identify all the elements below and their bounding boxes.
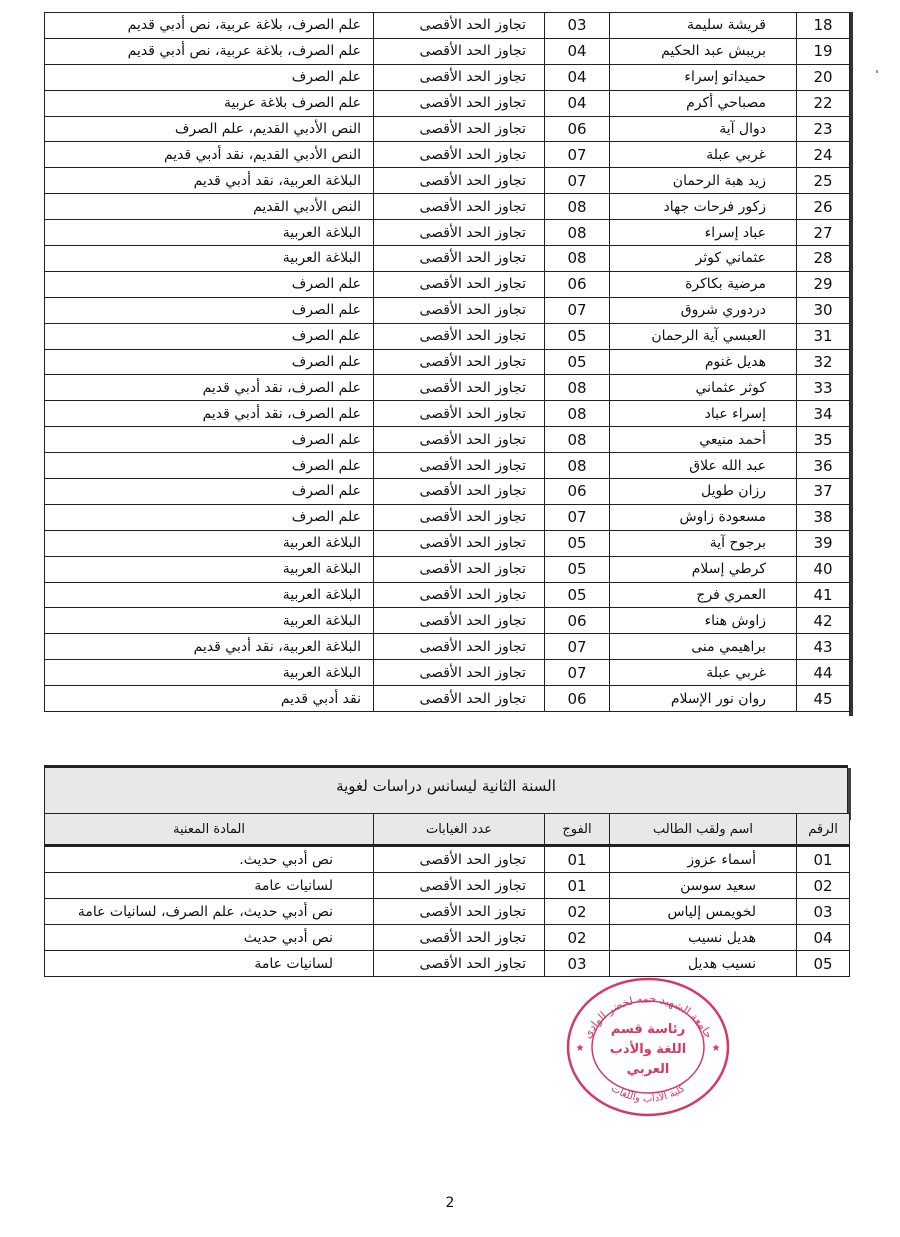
cell-absences: تجاوز الحد الأقصى [374,634,545,660]
table-row [45,64,850,90]
table-row [45,608,850,634]
cell-group: 02 [545,899,610,925]
cell-num: 39 [797,530,850,556]
cell-group: 07 [545,297,610,323]
cell-group: 06 [545,479,610,505]
cell-absences: تجاوز الحد الأقصى [374,168,545,194]
table-row [45,634,850,660]
cell-num: 44 [797,660,850,686]
table-row [45,13,850,39]
cell-group: 04 [545,64,610,90]
cell-num: 41 [797,582,850,608]
cell-absences: تجاوز الحد الأقصى [374,64,545,90]
cell-group: 01 [545,873,610,899]
cell-subjects: البلاغة العربية [45,246,374,272]
header-subjects: المادة المعنية [45,814,374,846]
cell-name: غربي عبلة [610,142,797,168]
cell-subjects: علم الصرف، بلاغة عربية، نص أدبي قديم [45,13,374,39]
cell-subjects: علم الصرف، نقد أدبي قديم [45,401,374,427]
cell-absences: تجاوز الحد الأقصى [374,220,545,246]
cell-absences: تجاوز الحد الأقصى [374,194,545,220]
cell-num: 43 [797,634,850,660]
cell-name: براهيمي منى [610,634,797,660]
cell-num: 40 [797,556,850,582]
cell-name: سعيد سوسن [610,873,797,899]
cell-num: 05 [797,951,850,977]
table-row [45,349,850,375]
section-title: السنة الثانية ليسانس دراسات لغوية [44,765,848,817]
stamp-line-3: العربي [626,1062,670,1077]
table-row [45,556,850,582]
cell-num: 18 [797,13,850,39]
cell-num: 42 [797,608,850,634]
table-row [45,116,850,142]
cell-subjects: لسانيات عامة [45,951,374,977]
students-table-1 [44,12,850,712]
cell-subjects: البلاغة العربية [45,530,374,556]
page-number: 2 [445,1195,455,1211]
cell-subjects: علم الصرف [45,271,374,297]
table-row [45,582,850,608]
cell-absences: تجاوز الحد الأقصى [374,427,545,453]
table-row [45,271,850,297]
cell-name: دردوري شروق [610,297,797,323]
cell-name: هديل غنوم [610,349,797,375]
table-row [45,323,850,349]
cell-absences: تجاوز الحد الأقصى [374,142,545,168]
cell-num: 37 [797,479,850,505]
table-row [45,846,850,873]
cell-num: 33 [797,375,850,401]
scan-speck [876,70,878,73]
cell-group: 06 [545,271,610,297]
cell-name: عثماني كوثر [610,246,797,272]
cell-name: هديل نسيب [610,925,797,951]
cell-subjects: البلاغة العربية [45,556,374,582]
cell-name: مسعودة زاوش [610,504,797,530]
cell-subjects: علم الصرف بلاغة عربية [45,90,374,116]
table-row [45,925,850,951]
cell-subjects: البلاغة العربية، نقد أدبي قديم [45,168,374,194]
cell-name: حميداتو إسراء [610,64,797,90]
cell-absences: تجاوز الحد الأقصى [374,504,545,530]
cell-group: 01 [545,846,610,873]
cell-subjects: علم الصرف [45,323,374,349]
stamp-star-left-icon: ★ [575,1043,585,1054]
cell-subjects: علم الصرف [45,453,374,479]
table-row [45,660,850,686]
cell-absences: تجاوز الحد الأقصى [374,479,545,505]
cell-subjects: البلاغة العربية، نقد أدبي قديم [45,634,374,660]
table-row [45,427,850,453]
cell-name: بريبش عبد الحكيم [610,38,797,64]
cell-subjects: البلاغة العربية [45,582,374,608]
stamp-bottom-text-path [609,1083,687,1105]
cell-name: قريشة سليمة [610,13,797,39]
cell-num: 01 [797,846,850,873]
cell-num: 27 [797,220,850,246]
cell-group: 03 [545,951,610,977]
cell-group: 06 [545,686,610,712]
cell-absences: تجاوز الحد الأقصى [374,686,545,712]
cell-num: 03 [797,899,850,925]
cell-subjects: لسانيات عامة [45,873,374,899]
cell-absences: تجاوز الحد الأقصى [374,873,545,899]
header-name: اسم ولقب الطالب [610,814,797,846]
cell-absences: تجاوز الحد الأقصى [374,608,545,634]
cell-num: 26 [797,194,850,220]
cell-num: 28 [797,246,850,272]
cell-num: 02 [797,873,850,899]
table-row [45,38,850,64]
cell-num: 23 [797,116,850,142]
cell-subjects: علم الصرف [45,427,374,453]
cell-subjects: نقد أدبي قديم [45,686,374,712]
cell-subjects: النص الأدبي القديم [45,194,374,220]
stamp-line-2: اللغة والأدب [609,1042,687,1057]
table-row [45,873,850,899]
table-row [45,504,850,530]
cell-subjects: البلاغة العربية [45,220,374,246]
cell-name: كوثر عثماني [610,375,797,401]
cell-name: إسراء عباد [610,401,797,427]
cell-name: غربي عبلة [610,660,797,686]
cell-name: أسماء عزوز [610,846,797,873]
cell-group: 02 [545,925,610,951]
table-row [45,479,850,505]
cell-name: كرطي إسلام [610,556,797,582]
table-row [45,168,850,194]
cell-absences: تجاوز الحد الأقصى [374,899,545,925]
table-row [45,90,850,116]
cell-subjects: علم الصرف [45,504,374,530]
cell-absences: تجاوز الحد الأقصى [374,38,545,64]
cell-group: 06 [545,608,610,634]
header-absences: عدد الغيابات [374,814,545,846]
cell-subjects: علم الصرف [45,349,374,375]
cell-num: 36 [797,453,850,479]
cell-group: 08 [545,453,610,479]
cell-group: 08 [545,194,610,220]
cell-name: لخويمس إلياس [610,899,797,925]
cell-absences: تجاوز الحد الأقصى [374,530,545,556]
cell-absences: تجاوز الحد الأقصى [374,297,545,323]
cell-num: 04 [797,925,850,951]
cell-absences: تجاوز الحد الأقصى [374,246,545,272]
table-header-row [45,814,850,846]
cell-num: 35 [797,427,850,453]
cell-group: 05 [545,556,610,582]
cell-num: 31 [797,323,850,349]
table-row [45,375,850,401]
cell-group: 06 [545,116,610,142]
cell-subjects: نص أدبي حديث، علم الصرف، لسانيات عامة [45,899,374,925]
cell-num: 19 [797,38,850,64]
cell-subjects: النص الأدبي القديم، نقد أدبي قديم [45,142,374,168]
stamp-line-1: رئاسة قسم [610,1022,686,1037]
cell-group: 05 [545,582,610,608]
header-group: الفوج [545,814,610,846]
cell-num: 30 [797,297,850,323]
cell-num: 45 [797,686,850,712]
cell-num: 32 [797,349,850,375]
stamp-bottom-text: كلية الآداب واللغات [608,1082,688,1105]
cell-absences: تجاوز الحد الأقصى [374,271,545,297]
cell-name: دوال آية [610,116,797,142]
cell-group: 07 [545,504,610,530]
table-row [45,246,850,272]
cell-absences: تجاوز الحد الأقصى [374,453,545,479]
cell-absences: تجاوز الحد الأقصى [374,925,545,951]
cell-subjects: البلاغة العربية [45,608,374,634]
cell-subjects: نص أدبي حديث. [45,846,374,873]
cell-group: 04 [545,38,610,64]
students-table-2 [44,813,850,977]
cell-subjects: علم الصرف [45,297,374,323]
cell-group: 04 [545,90,610,116]
table-row [45,194,850,220]
cell-group: 05 [545,530,610,556]
cell-absences: تجاوز الحد الأقصى [374,116,545,142]
cell-group: 03 [545,13,610,39]
cell-num: 34 [797,401,850,427]
cell-absences: تجاوز الحد الأقصى [374,13,545,39]
cell-name: مرضية بكاكرة [610,271,797,297]
cell-subjects: علم الصرف [45,479,374,505]
cell-absences: تجاوز الحد الأقصى [374,349,545,375]
cell-num: 24 [797,142,850,168]
cell-subjects: علم الصرف، بلاغة عربية، نص أدبي قديم [45,38,374,64]
cell-absences: تجاوز الحد الأقصى [374,556,545,582]
cell-num: 22 [797,90,850,116]
cell-name: عباد إسراء [610,220,797,246]
cell-name: زيد هبة الرحمان [610,168,797,194]
cell-name: مصباحي أكرم [610,90,797,116]
cell-name: روان نور الإسلام [610,686,797,712]
cell-group: 08 [545,246,610,272]
cell-name: زاوش هناء [610,608,797,634]
cell-absences: تجاوز الحد الأقصى [374,401,545,427]
cell-num: 29 [797,271,850,297]
cell-subjects: البلاغة العربية [45,660,374,686]
table-row [45,142,850,168]
cell-group: 07 [545,142,610,168]
cell-num: 38 [797,504,850,530]
cell-name: العبسي آية الرحمان [610,323,797,349]
table-row [45,297,850,323]
cell-name: برجوح آية [610,530,797,556]
cell-group: 08 [545,427,610,453]
cell-absences: تجاوز الحد الأقصى [374,582,545,608]
cell-group: 08 [545,401,610,427]
cell-group: 07 [545,660,610,686]
header-num: الرقم [797,814,850,846]
cell-absences: تجاوز الحد الأقصى [374,846,545,873]
cell-subjects: علم الصرف [45,64,374,90]
cell-num: 20 [797,64,850,90]
cell-name: رزان طويل [610,479,797,505]
stamp-star-right-icon: ★ [711,1043,721,1054]
department-stamp [558,967,738,1117]
table-row [45,220,850,246]
cell-name: أحمد منيعي [610,427,797,453]
cell-name: نسيب هديل [610,951,797,977]
cell-subjects: نص أدبي حديث [45,925,374,951]
cell-name: عبد الله علاق [610,453,797,479]
table-row [45,530,850,556]
cell-group: 05 [545,349,610,375]
cell-absences: تجاوز الحد الأقصى [374,660,545,686]
cell-absences: تجاوز الحد الأقصى [374,90,545,116]
cell-group: 07 [545,168,610,194]
cell-absences: تجاوز الحد الأقصى [374,375,545,401]
cell-num: 25 [797,168,850,194]
cell-group: 08 [545,220,610,246]
table-row [45,453,850,479]
cell-group: 08 [545,375,610,401]
stamp-outer-text: جامعة الشهيد حمه لخضر الوادي [580,992,716,1041]
cell-name: العمري فرج [610,582,797,608]
cell-absences: تجاوز الحد الأقصى [374,323,545,349]
table-row [45,899,850,925]
table-row [45,401,850,427]
cell-group: 05 [545,323,610,349]
cell-group: 07 [545,634,610,660]
table-row [45,686,850,712]
cell-subjects: علم الصرف، نقد أدبي قديم [45,375,374,401]
cell-subjects: النص الأدبي القديم، علم الصرف [45,116,374,142]
cell-name: زكور فرحات جهاد [610,194,797,220]
cell-absences: تجاوز الحد الأقصى [374,951,545,977]
